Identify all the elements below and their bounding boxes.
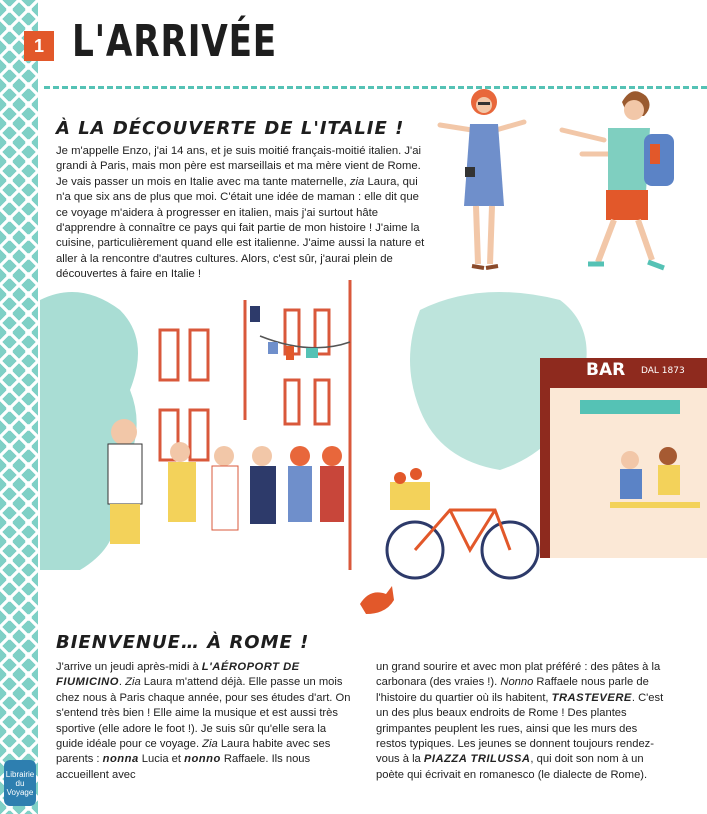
section-heading-welcome: BIENVENUE… À ROME ! <box>56 632 310 653</box>
text-part: , qui doit son nom à un poète qui écrivait en romanesco (le dialecte de Rome). <box>376 753 648 781</box>
intro-zia-word: zia <box>349 175 365 188</box>
nonno-word: nonno <box>184 753 221 766</box>
text-part: Lucia et <box>138 753 185 766</box>
text-part: . C'est un des plus beaux endroits de Rome ! Des plantes grimpantes peuplent les rues, ainsi que les murs des restos typiques. Les jeunes se donnent toujours rendez-vous à la <box>376 691 664 766</box>
text-part: Laura habite avec ses parents : <box>56 738 331 766</box>
text-part: Laura m'attend déjà. Elle passe un mois chez nous à Paris chaque année, pour ses études d'art. On s'entend très bien ! Elle aime la musique et est aussi très sportive (elle adore le foot !). Je suis sûr qu'elle sera la guide idéale pour ce voyage. <box>56 676 351 751</box>
decorative-side-band <box>0 0 38 814</box>
bookstore-watermark-logo: Librairie du Voyage <box>4 760 36 806</box>
bicycle <box>387 510 538 578</box>
zia-word: Zia <box>202 738 218 751</box>
text-part: un grand sourire et avec mon plat préféré : des pâtes à la carbonara (des vraies !). <box>376 661 661 689</box>
text-part: J'arrive un jeudi après-midi à <box>56 661 202 673</box>
greeting-characters-illustration <box>432 72 707 282</box>
chapter-title: L'ARRIVÉE <box>72 16 278 67</box>
text-part: Raffaele nous parle de l'histoire du quartier où ils habitent, <box>376 676 649 704</box>
welcome-column-right <box>376 660 666 783</box>
boy-figure <box>562 91 674 268</box>
airport-name: L'AÉROPORT DE FIUMICINO <box>56 661 300 689</box>
bar-since-label: DAL 1873 <box>641 366 685 376</box>
nonna-word: nonna <box>102 753 139 766</box>
trastevere-name: TRASTEVERE <box>551 691 632 704</box>
intro-paragraph <box>56 144 428 283</box>
text-part: . <box>118 676 126 689</box>
section-heading-discovery: À LA DÉCOUVERTE DE L'ITALIE ! <box>56 118 405 139</box>
intro-text-part: Je m'appelle Enzo, j'ai 14 ans, et je suis moitié français-moitié italien. J'ai grandi à Paris, mais mon père est marseillais et ma mère vient de Rome. Je vais passer un mois en Italie avec ma tante maternelle, <box>56 145 422 188</box>
bar-sign: BAR <box>586 360 626 380</box>
rome-street-scene-illustration <box>40 270 707 620</box>
chapter-number-badge: 1 <box>24 31 54 61</box>
bar-storefront <box>540 358 707 558</box>
welcome-column-left <box>56 660 356 783</box>
nonno-word: Nonno <box>500 676 534 689</box>
zia-word: Zia <box>125 676 141 689</box>
intro-text-part-2: Laura, qui n'a que six ans de plus que moi. C'était une idée de maman : elle dit que ce voyage m'aidera à progresser en italien, mais j'ai surtout hâte d'apprendre à connaître ce pays qui fait partie de mon histoire ! J'aime la cuisine, particulièrement quand elle est italienne. J'aime aussi la nature et aller à la rencontre d'autres cultures. Alors, c'est sûr, j'aurai plein de découvertes à faire en Italie ! <box>56 175 425 281</box>
crowd-group <box>108 419 344 544</box>
text-part: Raffaele. Ils nous accueillent avec <box>56 753 311 781</box>
piazza-name: PIAZZA TRILUSSA <box>423 753 531 766</box>
woman-figure <box>440 89 524 268</box>
